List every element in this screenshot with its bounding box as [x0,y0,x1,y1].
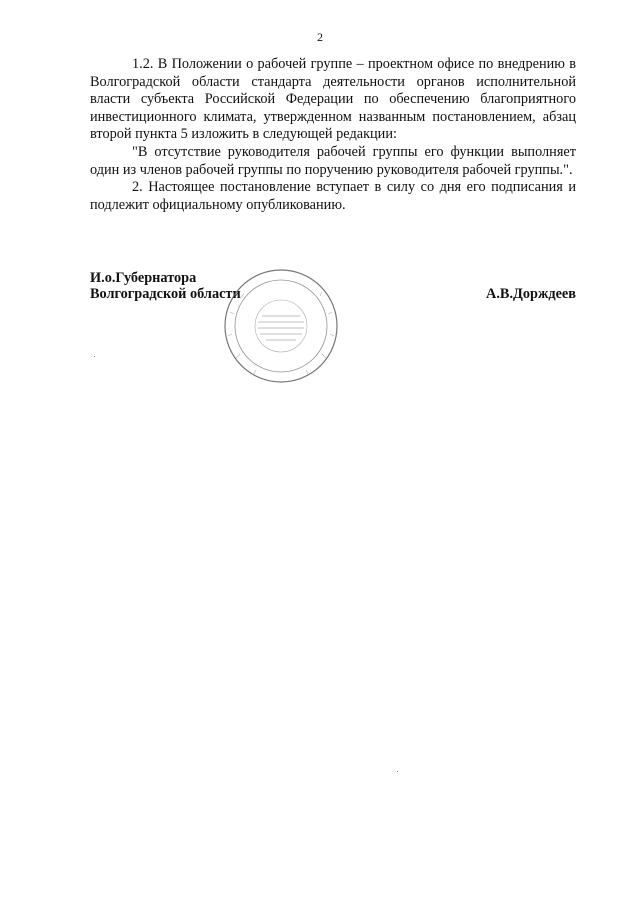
document-body [90,56,576,214]
scan-speck [397,771,398,772]
scan-speck [94,356,95,357]
signatory-title-line2: Волгоградской области [90,286,241,302]
page-number: 2 [317,30,323,44]
signatory-name: А.В.Дорждеев [486,286,576,302]
paragraph-2: 2. Настоящее постановление вступает в силу со дня его подписания и подлежит официальному опубликованию. [90,179,576,213]
paragraph-quote: "В отсутствие руководителя рабочей группы его функции выполняет один из членов рабочей группы по поручению руководителя рабочей группы.". [90,143,576,178]
seal-icon [212,268,350,388]
signatory-title-line1: И.о.Губернатора [90,270,197,286]
official-seal-stamp [212,268,350,388]
paragraph-1-2: 1.2. В Положении о рабочей группе – проектном офисе по внедрению в Волгоградской области стандарта деятельности органов исполнительной власти субъекта Российской Федерации по обеспечению благоприятного инвестиционного климата, утвержденном названным постановлением, абзац второй пункта 5 изложить в следующей редакции: [90,56,576,143]
